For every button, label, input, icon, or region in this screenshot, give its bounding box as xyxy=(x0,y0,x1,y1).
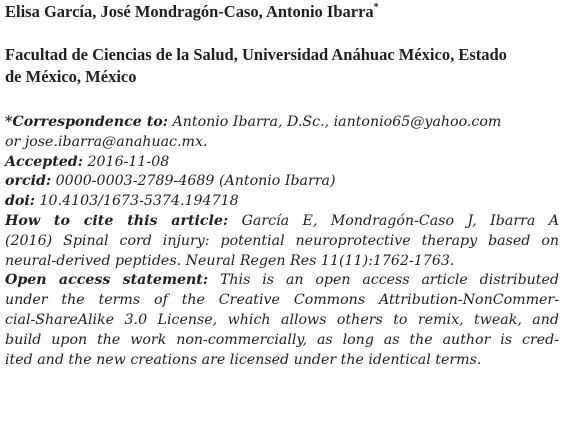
citation-text-2: (2016) Spinal cord injury: potential neuroprotective therapy based on xyxy=(5,232,559,249)
orcid-value: 0000-0003-2789-4689 (Antonio Ibarra) xyxy=(55,173,336,190)
accepted-label: Accepted: xyxy=(5,153,83,170)
citation-label: How to cite this article: xyxy=(5,212,229,229)
open-access-text-1: This is an open access article distributed xyxy=(219,272,559,289)
doi-value: 10.4103/1673-5374.194718 xyxy=(39,193,239,210)
open-access-text-2: under the terms of the Creative Commons Attribution-NonCommer- xyxy=(5,292,559,309)
citation-text-1: García E, Mondragón-Caso J, Ibarra A xyxy=(241,212,559,229)
open-access-block xyxy=(5,271,559,370)
citation-block xyxy=(5,212,559,271)
affiliation-line-2: de México, México xyxy=(5,67,137,86)
orcid-label: orcid: xyxy=(5,173,52,190)
correspondence-label: *Correspondence to: xyxy=(5,114,168,130)
open-access-text-4: build upon the work non-commercially, as long as the author is cred- xyxy=(5,331,559,348)
correspondence-block xyxy=(5,113,559,153)
correspondence-text-2: or jose.ibarra@anahuac.mx. xyxy=(5,133,208,150)
accepted-value: 2016-11-08 xyxy=(87,153,170,170)
doi-label: doi: xyxy=(5,193,36,210)
open-access-text-5: ited and the new creations are licensed under the identical terms. xyxy=(5,351,482,368)
accepted-date xyxy=(5,153,559,173)
corresponding-author-marker: * xyxy=(373,2,379,13)
affiliation xyxy=(5,44,559,88)
orcid xyxy=(5,172,559,192)
correspondence-text-1: Antonio Ibarra, D.Sc., iantonio65@yahoo.com xyxy=(172,114,502,130)
author-line xyxy=(5,2,379,22)
citation-line-1 xyxy=(5,212,559,232)
open-access-label: Open access statement: xyxy=(5,272,209,289)
open-access-line-1 xyxy=(5,271,559,291)
citation-text-3: neural-derived peptides. Neural Regen Res 11(11):1762-1763. xyxy=(5,252,455,269)
author-names: Elisa García, José Mondragón-Caso, Antonio Ibarra xyxy=(5,2,374,21)
affiliation-line-1: Facultad de Ciencias de la Salud, Universidad Anáhuac México, Estado xyxy=(5,45,507,64)
open-access-text-3: cial-ShareAlike 3.0 License, which allows others to remix, tweak, and xyxy=(5,311,559,328)
article-metadata xyxy=(5,113,559,370)
doi xyxy=(5,192,559,212)
correspondence-line-1 xyxy=(5,113,559,133)
